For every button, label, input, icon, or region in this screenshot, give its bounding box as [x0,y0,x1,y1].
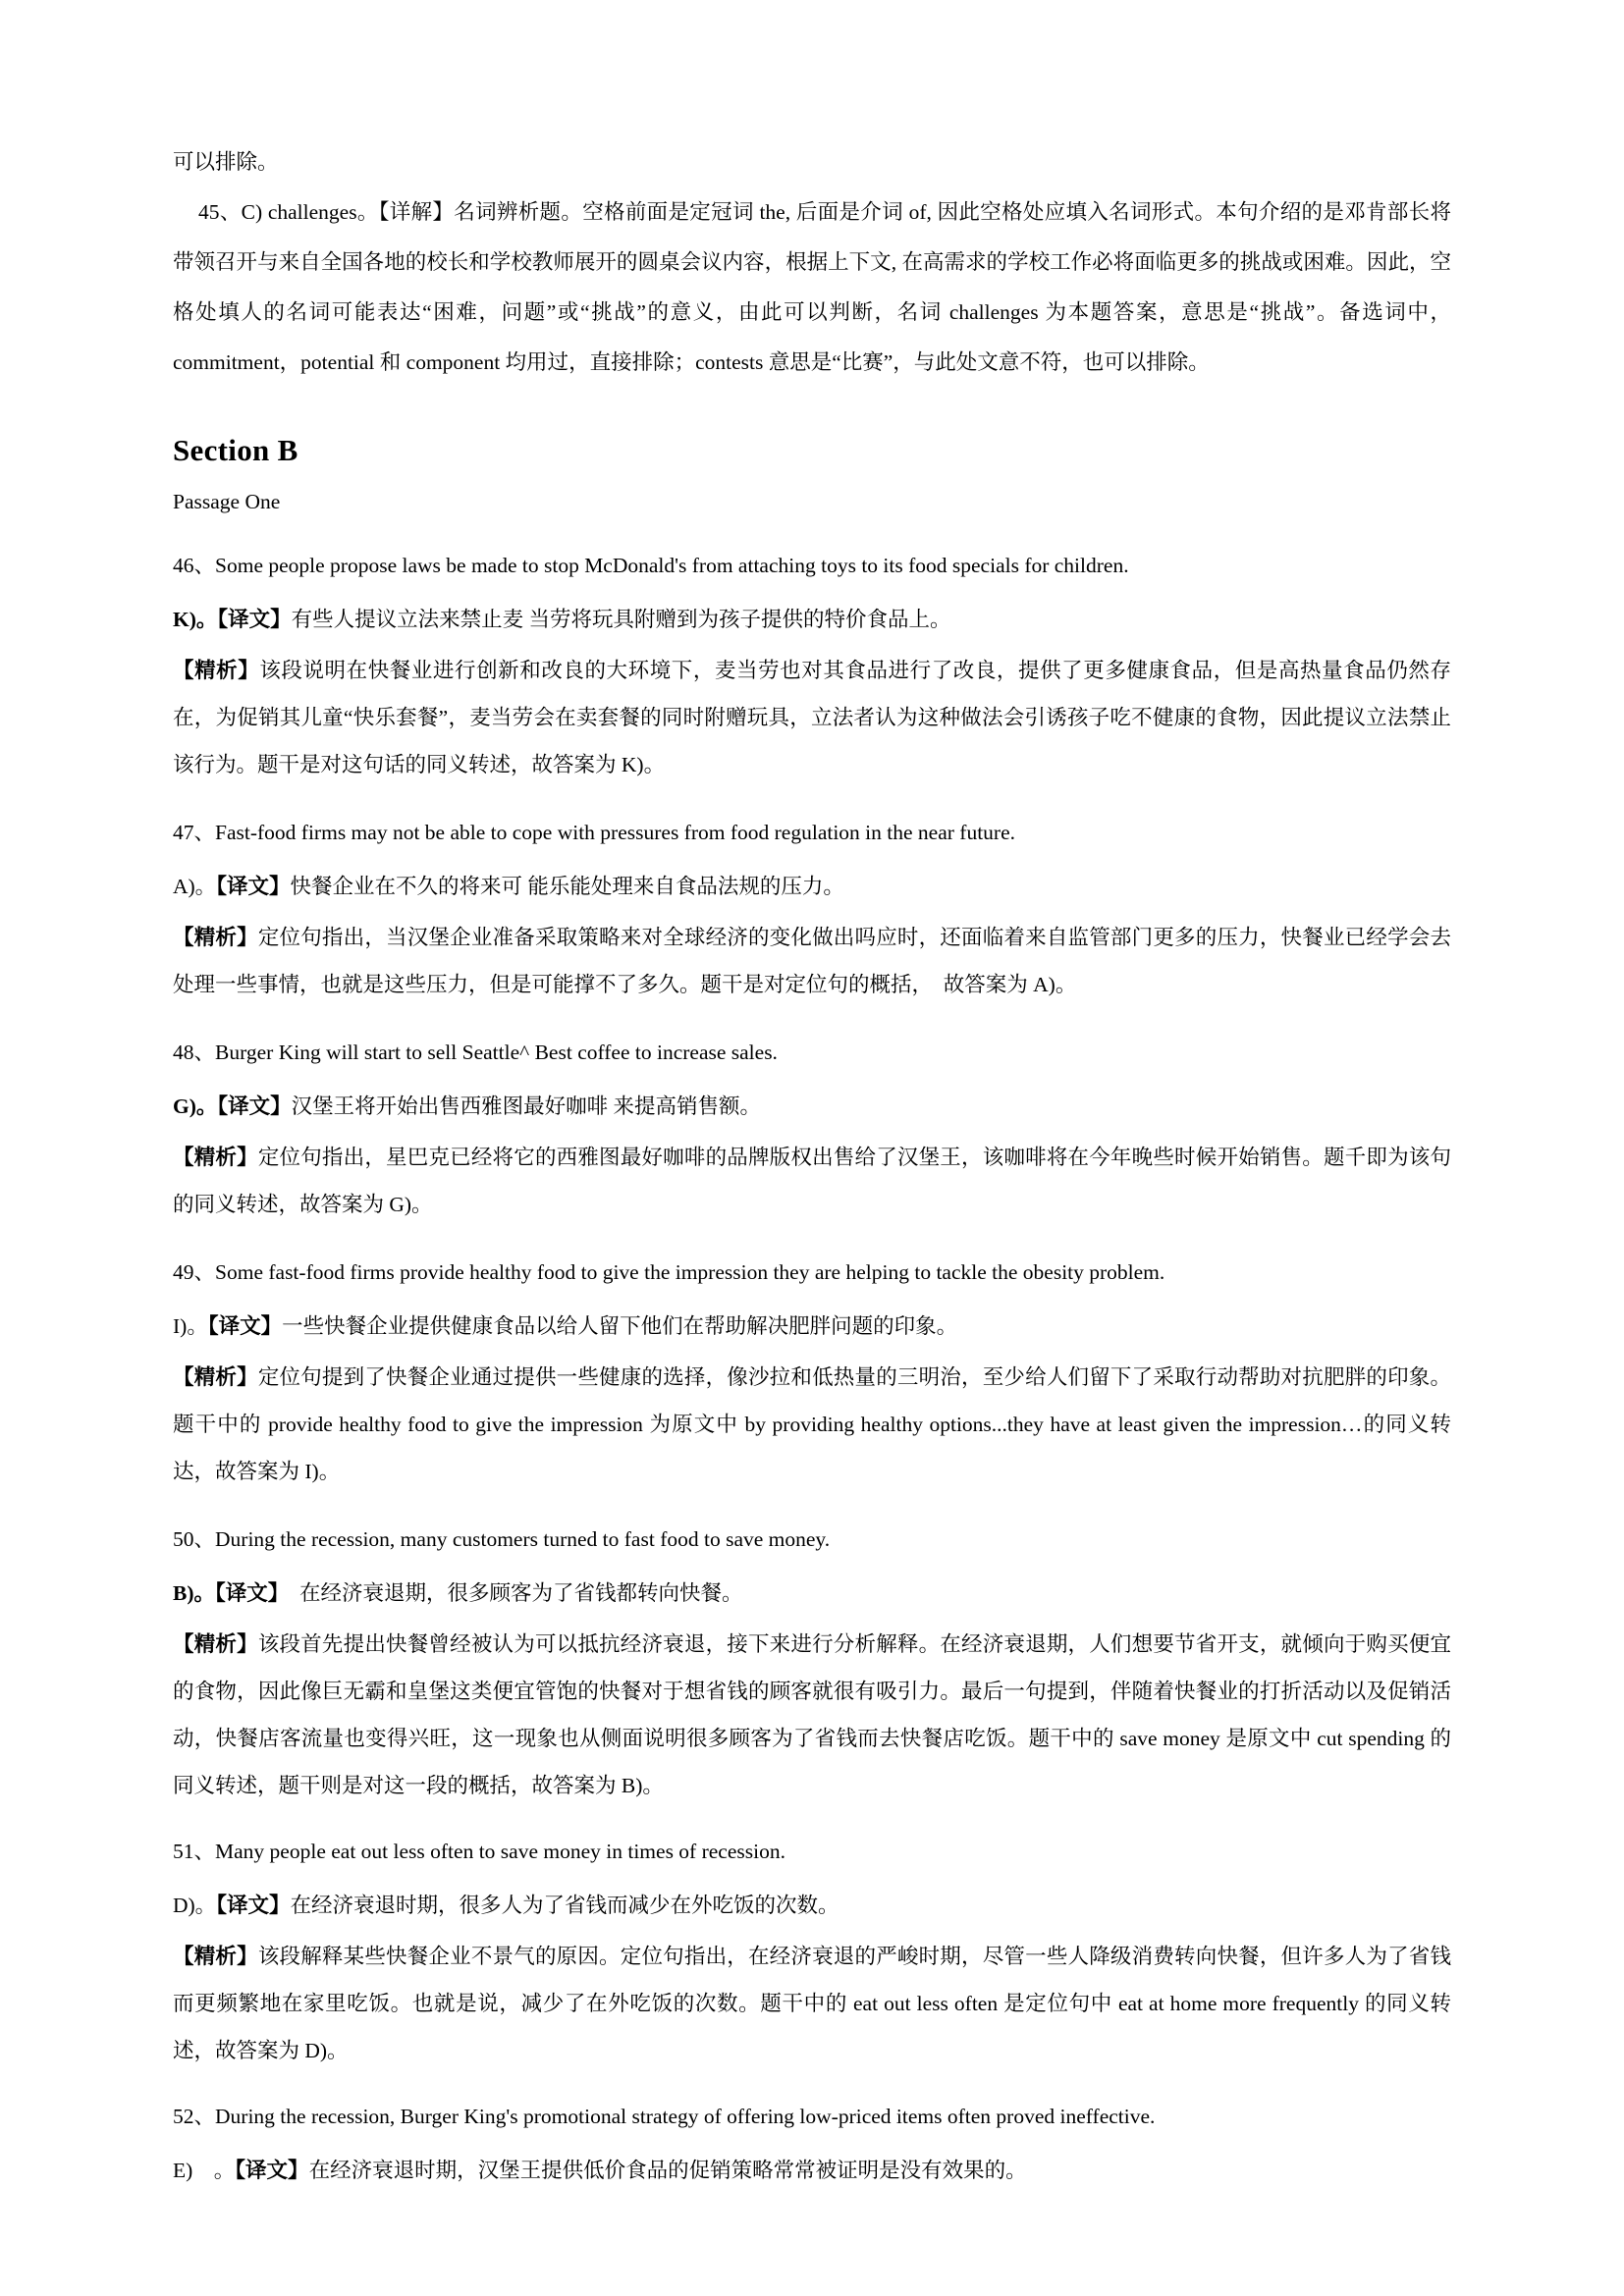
question-49-statement [173,1250,1451,1296]
analysis-tag: 【精析】 [173,1146,258,1169]
question-47-translation: A)。【译文】快餐企业在不久的将来可 能乐能处理来自食品法规的压力。 [173,875,844,898]
question-47-number: 47、 [173,821,216,844]
continued-paragraph: 可以排除。 [173,150,279,174]
translation-tag: 【译文】 [235,2159,309,2182]
analysis-tag: 【精析】 [173,1365,258,1389]
analysis-tag: 【精析】 [173,1945,258,1968]
question-50-english: During the recession, many customers turned to fast food to save money. [215,1527,831,1551]
question-47-statement [173,810,1451,856]
question-50-answer: B)。 [173,1581,216,1605]
question-46-statement [173,543,1451,589]
question-48-english: Burger King will start to sell Seattle^ Best coffee to increase sales. [215,1041,778,1064]
question-48-statement [173,1030,1451,1076]
question-48-answer: G)。 [173,1095,218,1118]
section-b-heading: Section B [173,433,298,467]
question-50-statement [173,1517,1451,1563]
question-48-number: 48、 [173,1041,216,1064]
question-50-number: 50、 [173,1527,216,1551]
question-46-translation: K)。【译文】有些人提议立法来禁止麦 当劳将玩具附赠到为孩子提供的特价食品上。 [173,608,951,631]
question-49-english: Some fast-food firms provide healthy food to give the impression they are helping to tackle the obesity problem. [215,1260,1165,1284]
question-49-translation: I)。【译文】一些快餐企业提供健康食品以给人留下他们在帮助解决肥胖问题的印象。 [173,1314,958,1338]
question-51-answer: D)。 [173,1894,217,1917]
question-52-statement [173,2094,1451,2140]
question-50-analysis: 【精析】该段首先提出快餐曾经被认为可以抵抗经济衰退，接下来进行分析解释。在经济衰退期，人们想要节省开支，就倾向于购买便宜的食物，因此像巨无霸和皇堡这类便宜管饱的快餐对于想省钱的顾客就很有吸引力。最后一句提到，伴随着快餐业的打折活动以及促销活动，快餐店客流量也变得兴旺，这一现象也从侧面说明很多顾客为了省钱而去快餐店吃饭。题干中的 save money 是原文中 cut spending 的同义转述，题干则是对这一段的概括，故答案为 B)。 [173,1632,1451,1797]
question-50-translation: B)。【译文】 在经济衰退期，很多顾客为了省钱都转向快餐。 [173,1581,743,1605]
analysis-tag: 【精析】 [173,1632,258,1656]
question-51-analysis: 【精析】该段解释某些快餐企业不景气的原因。定位句指出，在经济衰退的严峻时期，尽管一些人降级消费转向快餐，但许多人为了省钱而更频繁地在家里吃饭。也就是说，减少了在外吃饭的次数。题干中的 eat out less often 是定位句中 eat at home more frequently 的同义转述，故答案为 D)。 [173,1945,1451,2062]
translation-tag: 【译文】 [215,1581,279,1605]
analysis-tag: 【精析】 [173,659,260,682]
question-47-answer: A)。 [173,875,217,898]
translation-tag: 【译文】 [216,875,291,898]
question-47-english: Fast-food firms may not be able to cope with pressures from food regulation in the near future. [215,821,1015,844]
question-51-number: 51、 [173,1840,216,1863]
question-51-statement [173,1829,1451,1875]
answer-item-45: 45、C) challenges。【详解】名词辨析题。空格前面是定冠词 the, 后面是介词 of, 因此空格处应填入名词形式。本句介绍的是邓肯部长将带领召开与来自全国各地的校长和学校教师展开的圆桌会议内容，根据上下文, 在高需求的学校工作必将面临更多的挑战或困难。因此，空格处填人的名词可能表达“困难，问题”或“挑战”的意义，由此可以判断，名词 challenges 为本题答案，意思是“挑战”。备选词中，commitment，potential 和 component 均用过，直接排除；contests 意思是“比赛”，与此处文意不符，也可以排除。 [173,200,1451,374]
translation-tag: 【译文】 [217,608,292,631]
question-49-number: 49、 [173,1260,216,1284]
question-46-number: 46、 [173,554,216,577]
analysis-tag: 【精析】 [173,926,258,949]
question-51-translation: D)。【译文】在经济衰退时期，很多人为了省钱而减少在外吃饭的次数。 [173,1894,839,1917]
question-51-english: Many people eat out less often to save money in times of recession. [215,1840,785,1863]
question-48-translation: G)。【译文】汉堡王将开始出售西雅图最好咖啡 来提高销售额。 [173,1095,762,1118]
question-52-translation: E) 。【译文】在经济衰退时期，汉堡王提供低价食品的促销策略常常被证明是没有效果的。 [173,2159,1027,2182]
translation-tag: 【译文】 [207,1314,283,1338]
translation-tag: 【译文】 [217,1095,292,1118]
page-body [173,137,1451,2194]
question-46-english: Some people propose laws be made to stop McDonald's from attaching toys to its food specials for children. [215,554,1129,577]
question-52-answer: E) 。 [173,2159,236,2182]
question-49-analysis: 【精析】定位句提到了快餐企业通过提供一些健康的选择，像沙拉和低热量的三明治，至少给人们留下了采取行动帮助对抗肥胖的印象。题干中的 provide healthy food to give the impression 为原文中 by providing healthy options...they have at least given the impression…的同义转达，故答案为 I)。 [173,1365,1451,1483]
passage-one-label: Passage One [173,490,281,513]
question-48-analysis: 【精析】定位句指出，星巴克已经将它的西雅图最好咖啡的品牌版权出售给了汉堡王，该咖啡将在今年晚些时候开始销售。题千即为该句的同义转述，故答案为 G)。 [173,1146,1451,1216]
question-47-analysis: 【精析】定位句指出，当汉堡企业准备采取策略来对全球经济的变化做出吗应时，还面临着来自监管部门更多的压力，快餐业已经学会去处理一些事情，也就是这些压力，但是可能撑不了多久。题干是对定位句的概括， 故答案为 A)。 [173,926,1451,996]
translation-tag: 【译文】 [216,1894,291,1917]
question-46-answer: K)。 [173,608,218,631]
question-52-english: During the recession, Burger King's promotional strategy of offering low-priced items often proved ineffective. [215,2105,1156,2128]
question-49-answer: I)。 [173,1314,208,1338]
question-52-number: 52、 [173,2105,216,2128]
question-46-analysis: 【精析】该段说明在快餐业进行创新和改良的大环境下，麦当劳也对其食品进行了改良，提供了更多健康食品，但是高热量食品仍然存在，为促销其儿童“快乐套餐”，麦当劳会在卖套餐的同时附赠玩具，立法者认为这种做法会引诱孩子吃不健康的食物，因此提议立法禁止该行为。题干是对这句话的同义转述，故答案为 K)。 [173,659,1451,776]
